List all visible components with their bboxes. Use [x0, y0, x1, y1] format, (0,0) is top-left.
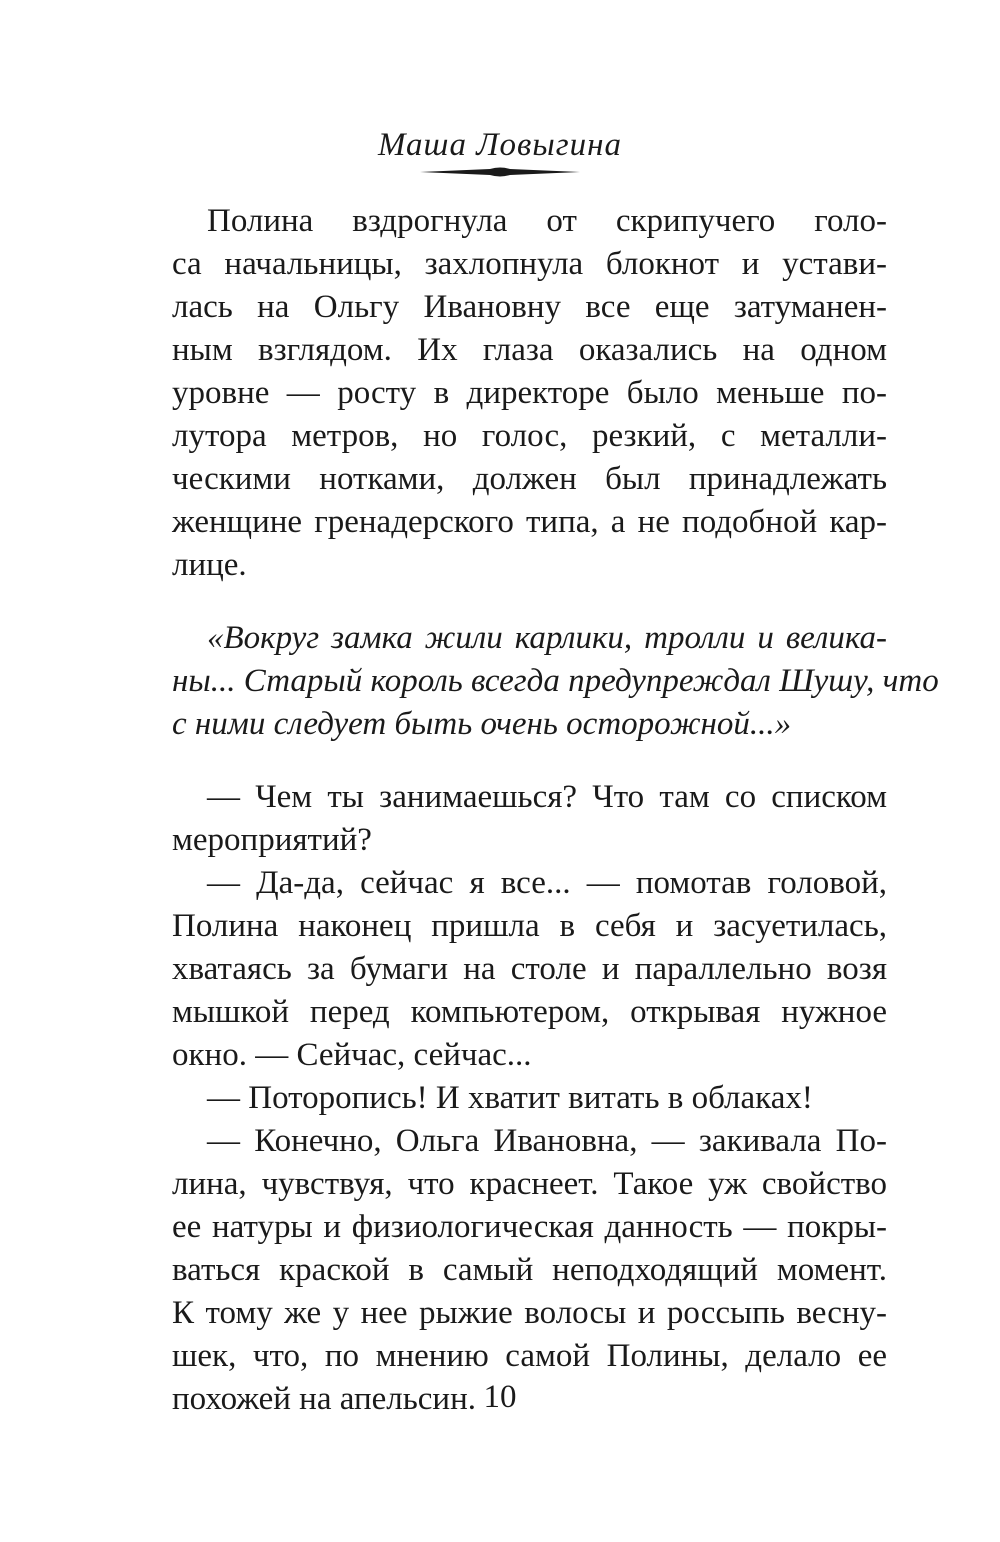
running-head-author: Маша Ловыгина	[378, 127, 622, 163]
dialogue-line: мышкой перед компьютером, открывая нужное	[172, 994, 887, 1030]
text-line: уровне — росту в директоре было меньше по-	[172, 375, 887, 411]
paragraph-gap	[172, 746, 887, 776]
quote-line: «Вокруг замка жили карлики, тролли и велика-	[207, 620, 887, 656]
text-line: ным взглядом. Их глаза оказались на одном	[172, 332, 887, 368]
text-line: лице.	[172, 547, 247, 583]
text-line: лась на Ольгу Ивановну все еще затуманен-	[172, 289, 887, 325]
dialogue-line: окно. — Сейчас, сейчас...	[172, 1037, 532, 1073]
dialogue-line: — Конечно, Ольга Ивановна, — закивала По-	[207, 1123, 887, 1159]
dialogue-line: ваться краской в самый неподходящий момент.	[172, 1252, 887, 1288]
dialogue-line: хватаясь за бумаги на столе и параллельно возя	[172, 951, 887, 987]
quote-line: с ними следует быть очень осторожной...»	[172, 706, 792, 742]
header-ornament-icon	[420, 166, 580, 178]
paragraph-gap	[172, 587, 887, 617]
text-line: са начальницы, захлопнула блокнот и устави-	[172, 246, 887, 282]
dialogue-line: — Да-да, сейчас я все... — помотав головой,	[207, 865, 887, 901]
dialogue-block	[172, 776, 887, 1421]
text-line: женщине гренадерского типа, а не подобной кар-	[172, 504, 887, 540]
dialogue-line: К тому же у нее рыжие волосы и россыпь весну-	[172, 1295, 887, 1331]
text-line: ческими нотками, должен был принадлежать	[172, 461, 887, 497]
paragraph	[172, 200, 887, 587]
dialogue-line: лина, чувствуя, что краснеет. Такое уж свойство	[172, 1166, 887, 1202]
quote-line: ны... Старый король всегда предупреждал Шушу, что	[172, 663, 939, 699]
dialogue-line: — Чем ты занимаешься? Что там со списком	[207, 779, 887, 815]
dialogue-line: ее натуры и физиологическая данность — покры-	[172, 1209, 887, 1245]
dialogue-line: похожей на апельсин.	[172, 1381, 476, 1417]
page-number: 10	[483, 1379, 517, 1415]
text-line: Полина вздрогнула от скрипучего голо-	[207, 203, 887, 239]
dialogue-line: шек, что, по мнению самой Полины, делало ее	[172, 1338, 887, 1374]
quote-block	[172, 617, 939, 746]
dialogue-line: мероприятий?	[172, 822, 372, 858]
dialogue-line: Полина наконец пришла в себя и засуетилась,	[172, 908, 887, 944]
body-text	[172, 200, 939, 1421]
text-line: лутора метров, но голос, резкий, с металли-	[172, 418, 887, 454]
dialogue-line: — Поторопись! И хватит витать в облаках!	[207, 1080, 813, 1116]
